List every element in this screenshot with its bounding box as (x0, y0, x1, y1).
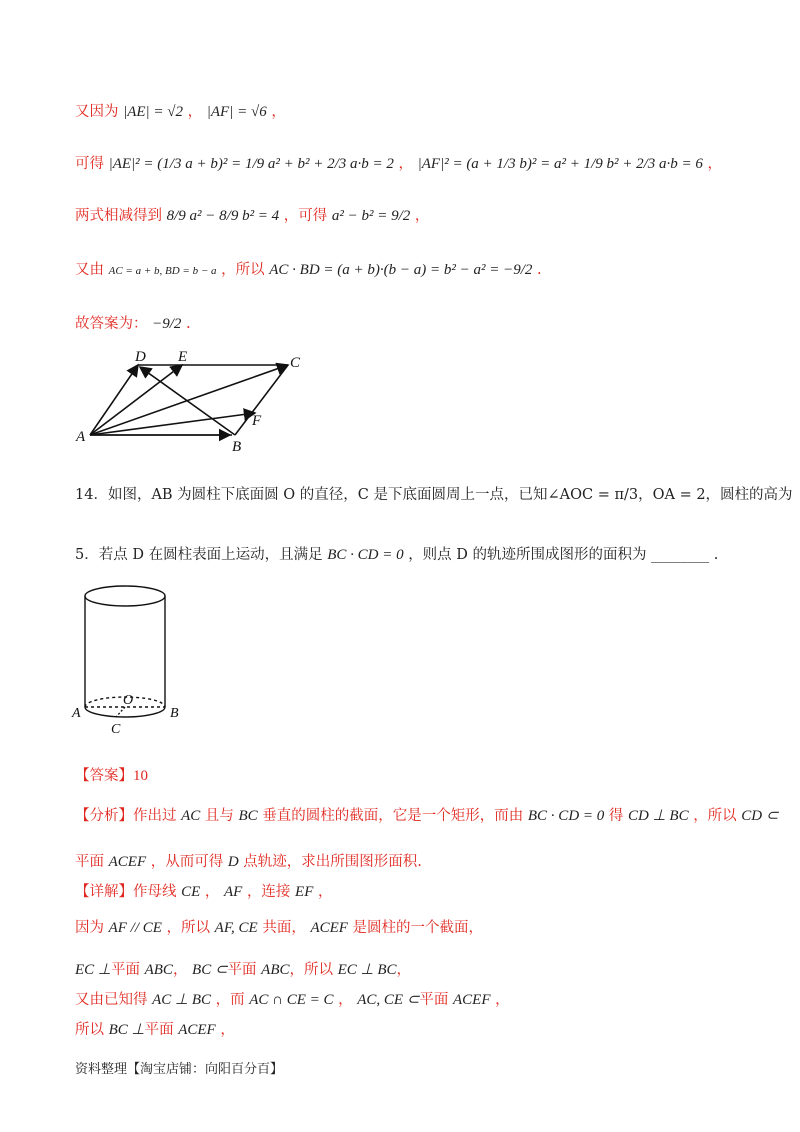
math: AC, CE ⊂ (357, 992, 420, 1008)
math: AF, CE (214, 920, 258, 936)
text: 且与 (204, 808, 234, 824)
math-difference: 8/9 a² − 8/9 b² = 4 (166, 208, 280, 224)
math-vectors: AC = a + b, BD = b − a (108, 265, 217, 277)
math: AC ∩ CE = C (249, 992, 334, 1008)
answer-tag: 【答案】 (75, 768, 133, 784)
text: 所以 (75, 1022, 104, 1038)
vector-bd (140, 367, 235, 435)
label-c: C (290, 355, 301, 371)
text: ， (495, 992, 510, 1008)
analysis-tag: 【分析】 (75, 808, 133, 824)
label-b: B (170, 706, 179, 721)
math: ABC (144, 962, 173, 978)
text: 共面， (262, 920, 306, 936)
label-b: B (232, 439, 242, 455)
math: D (227, 854, 239, 870)
text: 平面 (419, 992, 449, 1008)
math: EC ⊥ (75, 962, 111, 978)
math-condition: BC · CD = 0 (327, 547, 404, 563)
analysis-line-2 (75, 850, 422, 871)
footer-credit: 资料整理【淘宝店铺：向阳百分百】 (75, 1062, 284, 1077)
solution-line-2 (75, 152, 722, 173)
text: 平面 (144, 1022, 174, 1038)
text: 作母线 (133, 884, 177, 900)
math: ACEF (453, 992, 491, 1008)
math: ACEF (310, 920, 348, 936)
text: 两式相减得到 (75, 208, 162, 224)
text: ，所以 (289, 962, 333, 978)
math: BC · CD = 0 (527, 808, 605, 824)
detail-tag: 【详解】 (75, 884, 133, 900)
text: ， (317, 884, 333, 900)
math: ABC (261, 962, 290, 978)
text: 5．若点 D 在圆柱表面上运动，且满足 (75, 547, 323, 563)
math: EF (295, 884, 314, 900)
text: ，所以 (221, 262, 265, 278)
bottom-front-arc (85, 707, 165, 717)
answer-value: 10 (133, 768, 148, 784)
math: AF // CE (108, 920, 162, 936)
answer-blank: ________ (651, 547, 710, 563)
text: ， (271, 104, 286, 120)
text: 平面 (75, 854, 104, 870)
cylinder-figure (70, 580, 190, 740)
math: BC (238, 808, 258, 824)
text: 是圆柱的一个截面， (352, 920, 484, 936)
text: 得 (608, 808, 624, 824)
detail-line-1 (75, 880, 332, 901)
text: 平面 (227, 962, 257, 978)
problem-14-line-2 (75, 543, 718, 564)
solution-line-5 (75, 312, 191, 333)
math: ACEF (178, 1022, 216, 1038)
text: 点轨迹，求出所围图形面积. (243, 854, 422, 870)
text: ，则点 D 的轨迹所围成图形的面积为 (408, 547, 647, 563)
text: ， (172, 962, 188, 978)
answer-label: 故答案为： (75, 316, 148, 332)
text: ， (338, 992, 353, 1008)
parallelogram-figure (70, 345, 310, 455)
text: ，而 (215, 992, 245, 1008)
text: ， (707, 156, 723, 172)
text: 又由已知得 (75, 992, 148, 1008)
text: 平面 (110, 962, 140, 978)
math: AF (224, 884, 243, 900)
detail-line-3 (75, 958, 411, 979)
text: 作出过 (133, 808, 177, 824)
text: ， (220, 1022, 235, 1038)
text: ，连接 (246, 884, 291, 900)
math: CE (181, 884, 201, 900)
math-ae-norm: |AE| = √2 (123, 104, 184, 120)
math: EC ⊥ BC (337, 962, 397, 978)
label-a: A (72, 706, 81, 721)
math-af-norm: |AF| = √6 (206, 104, 267, 120)
label-o: O (123, 693, 134, 708)
math: CD ⊂ (741, 808, 779, 824)
label-c: C (111, 722, 121, 737)
vector-ad (90, 365, 138, 435)
text: ，从而可得 (150, 854, 224, 870)
text: ， (204, 884, 220, 900)
top-ellipse (85, 586, 165, 606)
problem-14-line-1: 14．如图，AB 为圆柱下底面圆 O 的直径，C 是下底面圆周上一点，已知∠AOC = π/3，OA = 2，圆柱的高为 (75, 487, 793, 503)
math-result: a² − b² = 9/2 (331, 208, 411, 224)
text: ， (414, 208, 430, 224)
label-e: E (178, 349, 188, 365)
label-f: F (252, 413, 262, 429)
math: ACEF (108, 854, 147, 870)
text: 可得 (75, 156, 104, 172)
text: ，所以 (693, 808, 737, 824)
text: ，所以 (166, 920, 211, 936)
math-af-square: |AF|² = (a + 1/3 b)² = a² + 1/9 b² + 2/3 a·b = 6 (417, 156, 703, 172)
math-dot-product: AC · BD = (a + b)·(b − a) = b² − a² = −9/2 (269, 262, 533, 278)
edge-cb (235, 365, 288, 435)
label-d: D (135, 349, 146, 365)
text: ，可得 (283, 208, 328, 224)
math: AC (181, 808, 201, 824)
text: 又因为 (75, 104, 119, 120)
detail-line-4 (75, 988, 510, 1009)
solution-line-1 (75, 100, 286, 121)
math: CD ⊥ BC (628, 808, 689, 824)
detail-line-2 (75, 916, 483, 937)
math: BC ⊂ (192, 962, 228, 978)
text: . (713, 547, 719, 563)
text: . (186, 316, 191, 332)
segment-oc (116, 707, 125, 717)
math: AC ⊥ BC (152, 992, 212, 1008)
solution-line-3 (75, 204, 429, 225)
text: 垂直的圆柱的截面，它是一个矩形，而由 (262, 808, 524, 824)
text: ， (396, 962, 412, 978)
text: 因为 (75, 920, 104, 936)
detail-line-5 (75, 1018, 235, 1039)
answer-line (75, 764, 148, 785)
math: BC ⊥ (108, 1022, 145, 1038)
math-ae-square: |AE|² = (1/3 a + b)² = 1/9 a² + b² + 2/3 a·b = 2 (108, 156, 394, 172)
text: . (537, 262, 542, 278)
label-a: A (76, 429, 86, 445)
analysis-line-1 (75, 804, 778, 825)
text: 又由 (75, 262, 104, 278)
answer-value: −9/2 (152, 316, 182, 332)
text: ， (398, 156, 414, 172)
text: ， (187, 104, 203, 120)
solution-line-4 (75, 258, 542, 279)
